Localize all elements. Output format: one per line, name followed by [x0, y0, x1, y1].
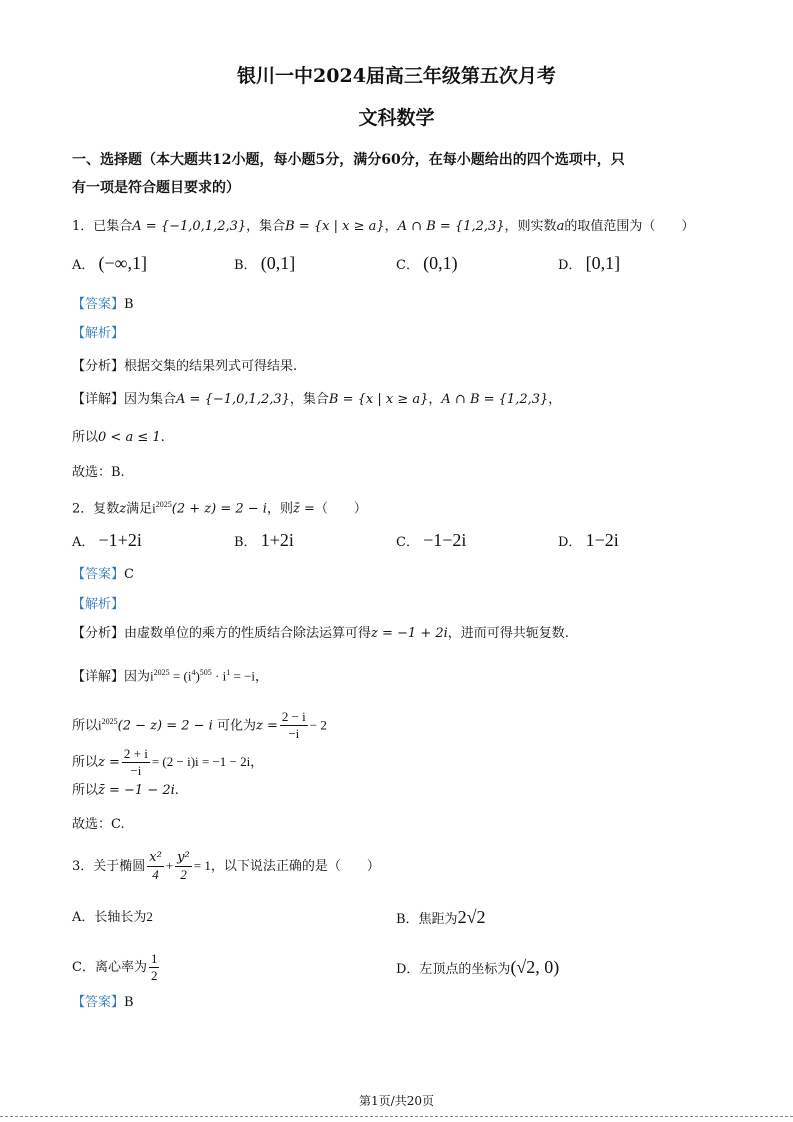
q1-analysis-tag: 【解析】 [72, 326, 125, 341]
q2-step-2-fraction: $\frac{2 - i}{-i}$ [281, 709, 306, 742]
q2-analysis-tag: 【解析】 [72, 597, 125, 612]
q2-step-4: 所以z̄ = −1 − 2i. [72, 783, 179, 798]
q3-option-d: D．左顶点的坐标为(√2, 0) [396, 957, 560, 977]
page-title: 银川一中2024届高三年级第五次月考 [237, 65, 556, 87]
q2-step-3: 所以z = $\frac{2 + i}{-i}$ = (2 − i)i = −1 − 2i， [72, 746, 264, 778]
q3-stem: 3．关于椭圆 $\frac{\text{x²}}{4}$ + $\frac{\text{y²}}{2}$ = 1，以下说法正确的是（ ） [72, 850, 380, 882]
q1-option-a: A． (−∞,1] [72, 253, 148, 273]
q3-option-a: A．长轴长为2 [72, 909, 153, 925]
q2-fenxi: 【分析】由虚数单位的乘方的性质结合除法运算可得z = −1 + 2i，进而可得共轭复数. [72, 626, 569, 641]
page-bottom-divider [0, 1116, 793, 1117]
q2-option-d: D． 1−2i [558, 530, 619, 550]
section-heading-line1: 一、选择题（本大题共12小题，每小题5分，满分60分，在每小题给出的四个选项中，只 [72, 152, 625, 168]
q3-option-c-fraction: $\frac{1}{2}$ [150, 951, 158, 983]
q1-fenxi: 【分析】根据交集的结果列式可得结果. [72, 359, 298, 374]
q1-answer: 【答案】B [72, 297, 134, 312]
q1-detail: 【详解】因为集合A = {−1,0,1,2,3}，集合B = {x | x ≥ a}，A ∩ B = {1,2,3}， [72, 392, 562, 407]
q3-fraction-x: $\frac{\text{x²}}{4}$ [149, 850, 162, 882]
q3-fraction-y: $\frac{\text{y²}}{2}$ [177, 850, 190, 882]
q2-step-3-fraction: $\frac{2 + i}{-i}$ [123, 746, 148, 778]
q1-so-line: 所以0 < a ≤ 1. [72, 430, 165, 445]
q3-answer: 【答案】B [72, 995, 134, 1010]
q2-step-2: 所以$i^{2025}(2 - z) = 2 - i$ 可化为z = $\frac{2 - i}{-i}$ − 2 [72, 709, 327, 742]
q2-detail: 【详解】因为$i^{2025} = (i^4)^{505} \cdot i^1 = -i$， [72, 668, 269, 685]
q3-option-c: C．离心率为 $\frac{1}{2}$ [72, 951, 158, 983]
q2-option-a: A． −1+2i [72, 530, 142, 550]
q1-option-c: C． (0,1) [396, 253, 458, 273]
q3-option-b: B．焦距为2√2 [396, 907, 486, 927]
q1-option-b: B． (0,1] [234, 253, 296, 273]
q1-option-d: D． [0,1] [558, 253, 621, 273]
q2-option-b: B． 1+2i [234, 530, 294, 550]
q2-choose: 故选：C. [72, 817, 125, 832]
page-subtitle: 文科数学 [358, 107, 435, 129]
q1-choose: 故选：B. [72, 465, 125, 480]
q1-stem: 1．已集合A = {−1,0,1,2,3}，集合B = {x | x ≥ a}，A ∩ B = {1,2,3}，则实数a的取值范围为（ ） [72, 219, 695, 234]
q2-option-c: C． −1−2i [396, 530, 467, 550]
page-footer: 第1页/共20页 [359, 1094, 434, 1108]
q2-answer: 【答案】C [72, 567, 134, 582]
q2-stem: 2．复数z满足$i^{2025}(2 + z) = 2 - i$，则z̄ =（ ） [72, 500, 367, 517]
section-heading-line2: 有一项是符合题目要求的） [72, 180, 240, 196]
